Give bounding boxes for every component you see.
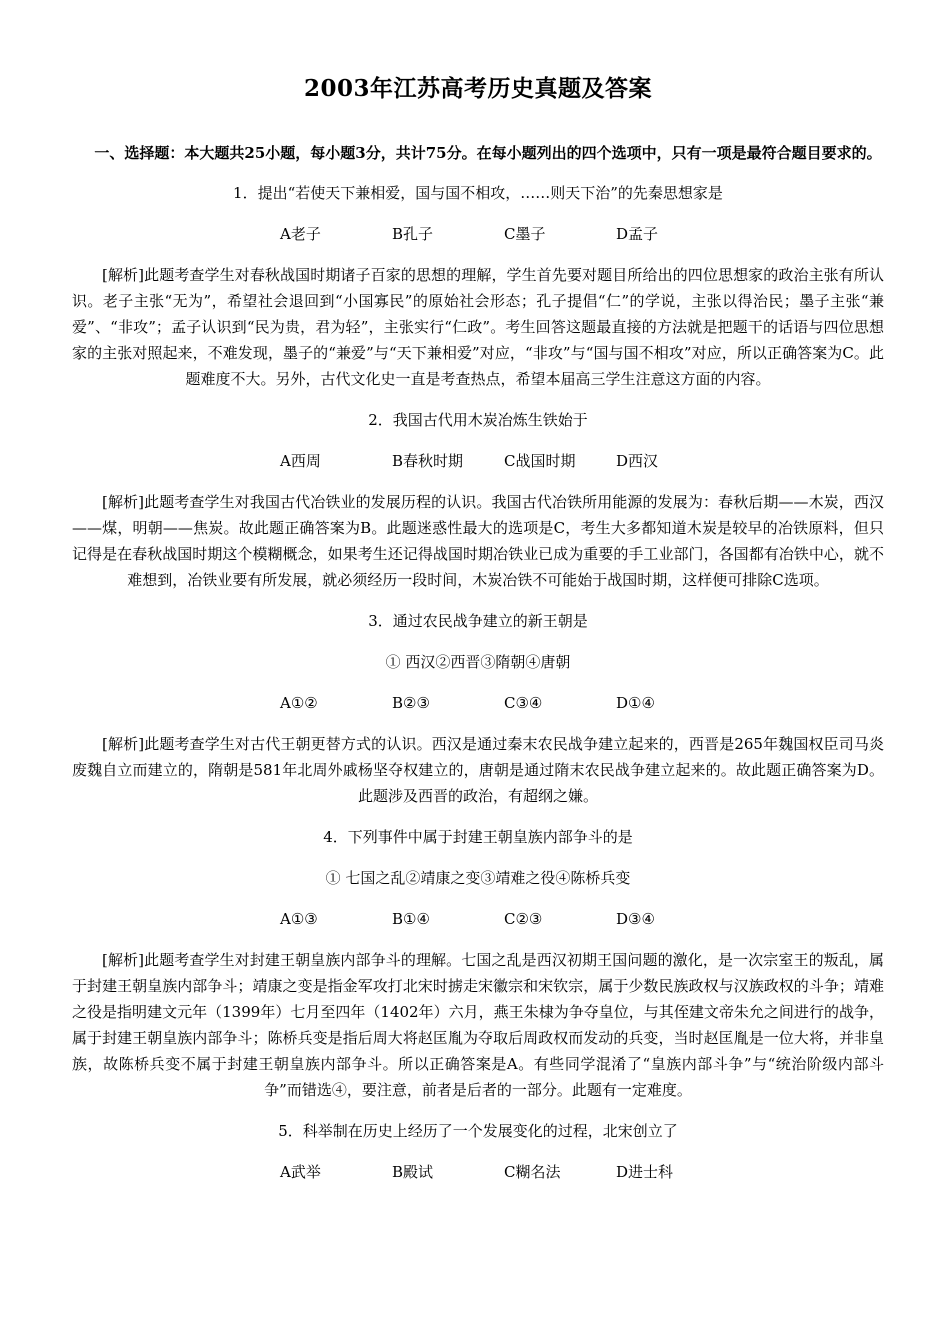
question-1-options [72,221,884,247]
option-c: C③④ [504,694,543,712]
question-2-options [72,448,884,474]
option-d: D进士科 [616,1163,674,1181]
question-2-analysis: [解析]此题考查学生对我国古代冶铁业的发展历程的认识。我国古代冶铁所用能源的发展为：春秋后期——木炭，西汉——煤，明朝——焦炭。故此题正确答案为B。此题迷惑性最大的选项是C，考生大多都知道木炭是较早的冶铁原料，但只记得是在春秋战国时期这个模糊概念，如果考生还记得战国时期冶铁业已成为重要的手工业部门，各国都有冶铁中心，就不难想到，冶铁业要有所发展，就必须经历一段时间，木炭冶铁不可能始于战国时期，这样便可排除C选项。 [72,493,884,589]
option-a: A①③ [280,910,318,928]
question-4-options [72,906,884,932]
option-b: B②③ [392,694,430,712]
question-1-stem: 1．提出“若使天下兼相爱，国与国不相攻，……则天下治”的先秦思想家是 [233,184,723,202]
question-3-stem: 3．通过农民战争建立的新王朝是 [368,612,588,630]
question-4-analysis: [解析]此题考查学生对封建王朝皇族内部争斗的理解。七国之乱是西汉初期王国问题的激化，是一次宗室王的叛乱，属于封建王朝皇族内部争斗；靖康之变是指金军攻打北宋时掳走宋徽宗和宋钦宗，属于少数民族政权与汉族政权的斗争；靖难之役是指明建文元年（1399年）七月至四年（1402年）六月，燕王朱棣为争夺皇位，与其侄建文帝朱允之间进行的战争，属于封建王朝皇族内部争斗；陈桥兵变是指后周大将赵匡胤为夺取后周政权而发动的兵变，当时赵匡胤是一位大将，并非皇族，故陈桥兵变不属于封建王朝皇族内部争斗。所以正确答案是A。有些同学混淆了“皇族内部斗争”与“统治阶级内部斗争”而错选④，要注意，前者是后者的一部分。此题有一定难度。 [72,951,884,1099]
option-b: B殿试 [392,1163,434,1181]
option-a: A①② [280,694,318,712]
option-a: A西周 [280,452,321,470]
option-a: A老子 [280,225,321,243]
option-d: D③④ [616,910,655,928]
question-3-items: ① 西汉②西晋③隋朝④唐朝 [385,653,571,671]
option-d: D孟子 [616,225,659,243]
option-d: D①④ [616,694,655,712]
question-4-items: ① 七国之乱②靖康之变③靖难之役④陈桥兵变 [325,869,631,887]
option-c: C墨子 [504,225,546,243]
section-header: 一、选择题：本大题共25小题，每小题3分，共计75分。在每小题列出的四个选项中，只有一项是最符合题目要求的。 [94,144,882,162]
question-5-options [72,1159,884,1185]
question-1-analysis: [解析]此题考查学生对春秋战国时期诸子百家的思想的理解，学生首先要对题目所给出的四位思想家的政治主张有所认识。老子主张“无为”，希望社会退回到“小国寡民”的原始社会形态；孔子提倡“仁”的学说，主张以得治民；墨子主张“兼爱”、“非攻”；孟子认识到“民为贵，君为轻”，主张实行“仁政”。考生回答这题最直接的方法就是把题干的话语与四位思想家的主张对照起来，不难发现，墨子的“兼爱”与“天下兼相爱”对应，“非攻”与“国与国不相攻”对应，所以正确答案为C。此题难度不大。另外，古代文化史一直是考查热点，希望本届高三学生注意这方面的内容。 [72,266,884,388]
option-c: C战国时期 [504,452,576,470]
page-title: 2003年江苏高考历史真题及答案 [303,75,652,102]
option-b: B①④ [392,910,430,928]
option-a: A武举 [280,1163,321,1181]
option-b: B春秋时期 [392,452,464,470]
question-5-stem: 5．科举制在历史上经历了一个发展变化的过程，北宋创立了 [278,1122,678,1140]
option-c: C②③ [504,910,543,928]
option-b: B孔子 [392,225,434,243]
question-3-options [72,690,884,716]
question-3-analysis: [解析]此题考查学生对古代王朝更替方式的认识。西汉是通过秦末农民战争建立起来的，西晋是265年魏国权臣司马炎废魏自立而建立的，隋朝是581年北周外戚杨坚夺权建立的，唐朝是通过隋末农民战争建立起来的。故此题正确答案为D。此题涉及西晋的政治，有超纲之嫌。 [72,735,884,805]
option-c: C糊名法 [504,1163,561,1181]
question-4-stem: 4．下列事件中属于封建王朝皇族内部争斗的是 [323,828,633,846]
question-2-stem: 2．我国古代用木炭冶炼生铁始于 [368,411,588,429]
option-d: D西汉 [616,452,659,470]
